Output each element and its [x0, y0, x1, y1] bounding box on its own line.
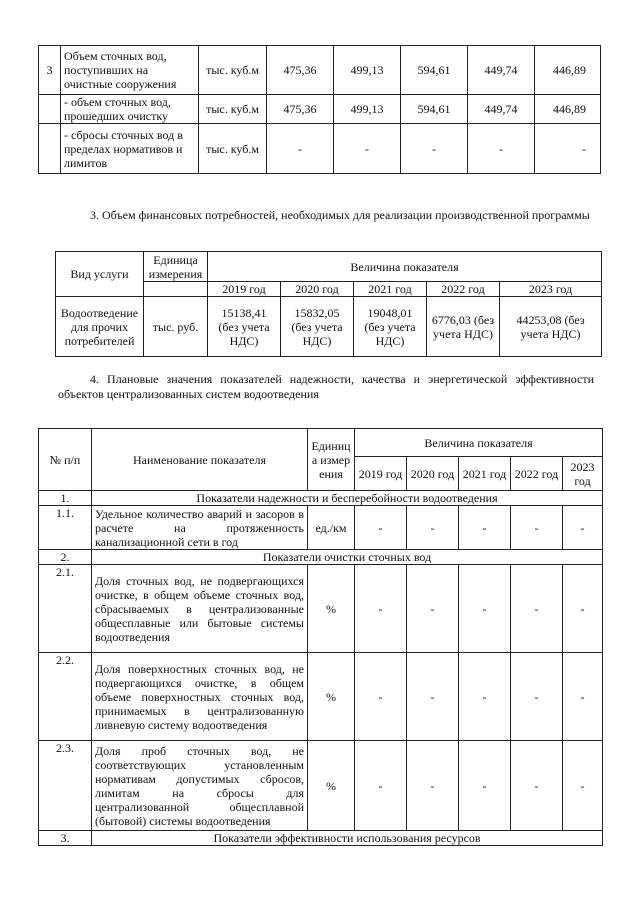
finance-table	[55, 251, 602, 357]
cell-value: -	[407, 565, 459, 653]
header-year: 2023 год	[563, 457, 603, 491]
row-unit: ед./км	[308, 506, 355, 550]
cell-value: -	[459, 653, 511, 741]
row-number: 2.3.	[39, 741, 92, 831]
section-row	[39, 550, 603, 565]
row-number: 1.1.	[39, 506, 92, 550]
cell-value: -	[459, 565, 511, 653]
table-row	[39, 46, 601, 95]
cell-value: -	[355, 741, 407, 831]
table-row	[39, 653, 603, 741]
row-name: Доля проб сточных вод, не соответствующих установленным нормативам допустимых сбросов, лимитам на сбросы для централизованной общесплавной (бытовой) системы водоотведения	[92, 741, 308, 831]
row-unit: тыс. руб.	[144, 297, 208, 357]
cell-value: -	[468, 124, 535, 174]
row-unit: тыс. куб.м	[199, 124, 267, 174]
cell-value: 446,89	[535, 46, 601, 95]
header-year: 2021 год	[459, 457, 511, 491]
table-header-row	[39, 429, 603, 457]
header-name: Наименование показателя	[92, 429, 308, 491]
header-year: 2019 год	[355, 457, 407, 491]
table-row	[39, 741, 603, 831]
header-year: 2023 год	[500, 282, 602, 297]
cell-value: 446,89	[535, 95, 601, 124]
row-service: Водоотведение для прочих потребителей	[56, 297, 144, 357]
header-year: 2019 год	[208, 282, 281, 297]
cell-value: -	[459, 506, 511, 550]
table-header-row	[56, 252, 602, 282]
table-row	[39, 95, 601, 124]
wastewater-volume-table	[38, 45, 601, 174]
cell-value: -	[563, 741, 603, 831]
header-value: Величина показателя	[208, 252, 602, 282]
cell-value: 19048,01 (без учета НДС)	[354, 297, 427, 357]
header-year: 2020 год	[407, 457, 459, 491]
cell-value: -	[511, 565, 563, 653]
section-row	[39, 491, 603, 506]
cell-value: 44253,08 (без учета НДС)	[500, 297, 602, 357]
cell-value: 15138,41 (без учета НДС)	[208, 297, 281, 357]
cell-value: -	[355, 565, 407, 653]
row-unit: тыс. куб.м	[199, 95, 267, 124]
cell-value: -	[407, 741, 459, 831]
cell-value: 449,74	[468, 46, 535, 95]
cell-value: 499,13	[334, 46, 401, 95]
cell-value: 594,61	[401, 46, 468, 95]
cell-value: -	[401, 124, 468, 174]
table-row	[39, 506, 603, 550]
indicators-table	[38, 428, 603, 846]
cell-value: 594,61	[401, 95, 468, 124]
cell-value: -	[511, 741, 563, 831]
section-title: Показатели очистки сточных вод	[92, 550, 603, 565]
header-unit: Единица измерения	[144, 252, 208, 282]
section-3-heading: 3. Объем финансовых потребностей, необходимых для реализации производственной программы	[90, 208, 590, 222]
cell-value: 15832,05 (без учета НДС)	[281, 297, 354, 357]
table-row	[56, 297, 602, 357]
cell-value: 499,13	[334, 95, 401, 124]
section-title: Показатели надежности и бесперебойности водоотведения	[92, 491, 603, 506]
section-4-heading: 4. Плановые значения показателей надежности, качества и энергетической эффективности объектов централизованных систем водоотведения	[58, 372, 594, 401]
row-name: Объем сточных вод, поступивших на очистные сооружения	[61, 46, 199, 95]
header-year: 2020 год	[281, 282, 354, 297]
table-row	[39, 565, 603, 653]
cell-value: -	[459, 741, 511, 831]
cell-value: -	[511, 653, 563, 741]
cell-value: -	[355, 506, 407, 550]
header-num: № п/п	[39, 429, 92, 491]
cell-value: -	[267, 124, 334, 174]
header-value: Величина показателя	[355, 429, 603, 457]
row-name: - объем сточных вод, прошедших очистку	[61, 95, 199, 124]
cell-value: -	[563, 565, 603, 653]
header-year: 2022 год	[427, 282, 500, 297]
section-title: Показатели эффективности использования ресурсов	[92, 831, 603, 846]
section-number: 2.	[39, 550, 92, 565]
section-row	[39, 831, 603, 846]
row-number: 2.1.	[39, 565, 92, 653]
row-name: Доля сточных вод, не подвергающихся очистке, в общем объеме сточных вод, сбрасываемых в централизованные общесплавные или бытовые системы водоотведения	[92, 565, 308, 653]
cell-value: -	[563, 506, 603, 550]
header-year: 2021 год	[354, 282, 427, 297]
row-unit: тыс. куб.м	[199, 46, 267, 95]
row-unit: %	[308, 565, 355, 653]
row-name: Доля поверхностных сточных вод, не подвергающихся очистке, в общем объеме поверхностных сточных вод, принимаемых в централизованную ливневую систему водоотведения	[92, 653, 308, 741]
header-unit: Единица измерения	[308, 429, 355, 491]
cell-value: 6776,03 (без учета НДС)	[427, 297, 500, 357]
cell-value: -	[535, 124, 601, 174]
cell-value: 449,74	[468, 95, 535, 124]
cell-value: -	[563, 653, 603, 741]
row-number: 3	[39, 46, 61, 95]
header-year: 2022 год	[511, 457, 563, 491]
cell-value: 475,36	[267, 95, 334, 124]
section-number: 3.	[39, 831, 92, 846]
row-unit: %	[308, 741, 355, 831]
row-number: 2.2.	[39, 653, 92, 741]
row-name: Удельное количество аварий и засоров в расчете на протяженность канализационной сети в год	[92, 506, 308, 550]
cell-value: 475,36	[267, 46, 334, 95]
row-name: - сбросы сточных вод в пределах нормативов и лимитов	[61, 124, 199, 174]
cell-value: -	[407, 506, 459, 550]
row-unit: %	[308, 653, 355, 741]
header-service: Вид услуги	[56, 252, 144, 297]
cell-value: -	[334, 124, 401, 174]
cell-value: -	[511, 506, 563, 550]
cell-value: -	[407, 653, 459, 741]
table-row	[39, 124, 601, 174]
cell-value: -	[355, 653, 407, 741]
section-number: 1.	[39, 491, 92, 506]
